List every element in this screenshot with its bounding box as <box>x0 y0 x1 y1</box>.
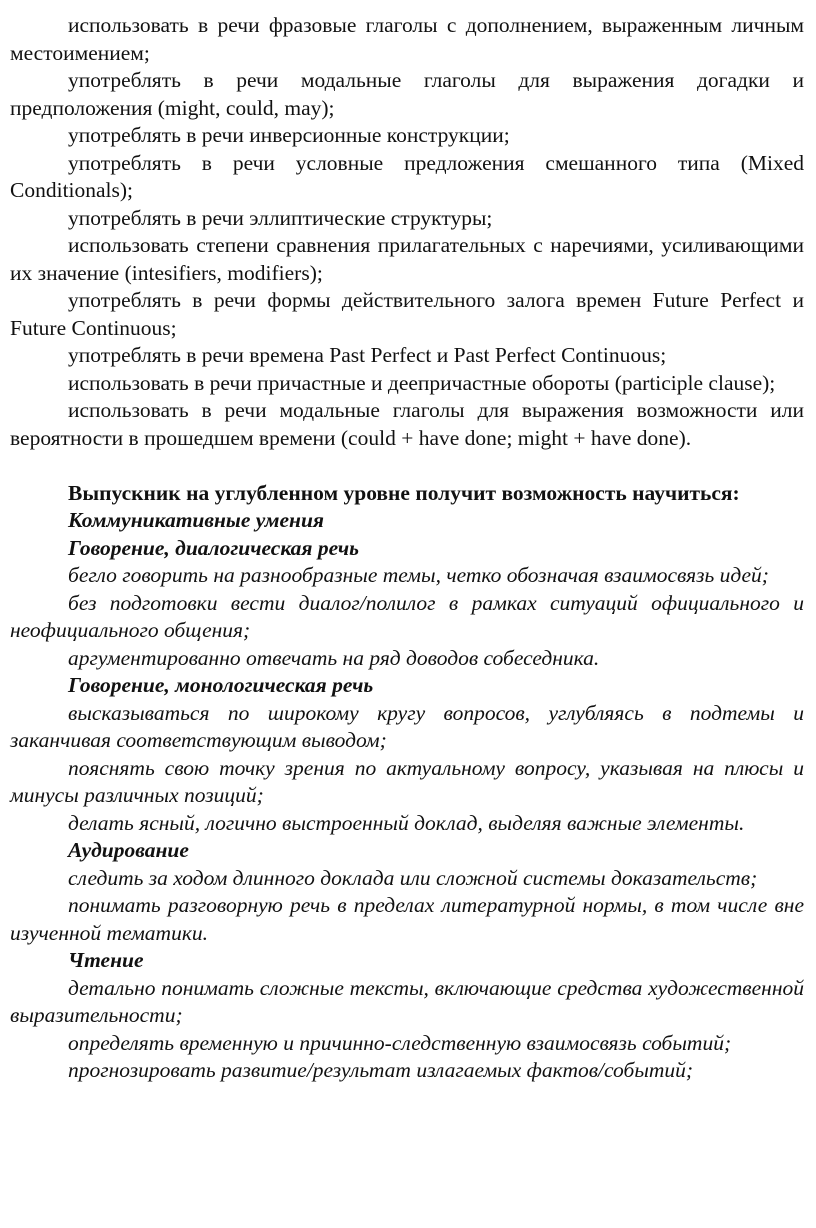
list-item: делать ясный, логично выстроенный доклад, выделяя важные элементы. <box>68 810 745 835</box>
list-item: использовать в речи фразовые глаголы с дополнением, выраженным личным местоимением; <box>10 13 804 65</box>
list-item: бегло говорить на разнообразные темы, четко обозначая взаимосвязь идей; <box>68 563 769 587</box>
list-item: пояснять свою точку зрения по актуальному вопросу, указывая на плюсы и минусы различных позиций; <box>10 755 804 807</box>
list-item: употреблять в речи формы действительного залога времен Future Perfect и Future Continuous; <box>10 288 804 340</box>
list-item: употреблять в речи модальные глаголы для выражения догадки и предположения (might, could, may); <box>10 68 804 120</box>
subsection-heading-reading: Чтение <box>68 948 144 972</box>
list-item: без подготовки вести диалог/полилог в рамках ситуаций официального и неофициального общения; <box>10 590 804 642</box>
list-item: употреблять в речи эллиптические структуры; <box>68 205 493 230</box>
list-item: использовать степени сравнения прилагательных с наречиями, усиливающими их значение (intesifiers, modifiers); <box>10 233 804 285</box>
list-item: определять временную и причинно-следственную взаимосвязь событий; <box>68 1030 732 1055</box>
list-item: употреблять в речи условные предложения смешанного типа (Mixed Conditionals); <box>10 150 804 202</box>
list-item: понимать разговорную речь в пределах литературной нормы, в том числе вне изученной тематики. <box>10 893 804 945</box>
list-item: использовать в речи модальные глаголы для выражения возможности или вероятности в прошедшем времени (could + have done; might + have done). <box>10 398 804 450</box>
list-item: использовать в речи причастные и деепричастные обороты (participle clause); <box>68 370 776 395</box>
subsection-heading-speaking-dialog: Говорение, диалогическая речь <box>68 535 359 560</box>
subsection-heading-communicative: Коммуникативные умения <box>68 508 325 532</box>
list-item: детально понимать сложные тексты, включающие средства художественной выразительности; <box>10 975 804 1027</box>
list-item: высказываться по широкому кругу вопросов, углубляясь в подтемы и заканчивая соответствующим выводом; <box>10 700 804 752</box>
subsection-heading-speaking-monolog: Говорение, монологическая речь <box>68 673 374 697</box>
list-item: аргументированно отвечать на ряд доводов собеседника. <box>68 645 600 670</box>
paragraph-gap <box>10 452 804 480</box>
list-item: прогнозировать развитие/результат излагаемых фактов/событий; <box>68 1058 694 1082</box>
section-heading: Выпускник на углубленном уровне получит возможность научиться: <box>68 480 740 505</box>
subsection-heading-listening: Аудирование <box>68 838 189 862</box>
list-item: следить за ходом длинного доклада или сложной системы доказательств; <box>68 865 758 890</box>
list-item: употреблять в речи инверсионные конструкции; <box>68 123 510 147</box>
list-item: употреблять в речи времена Past Perfect и Past Perfect Continuous; <box>68 343 667 367</box>
